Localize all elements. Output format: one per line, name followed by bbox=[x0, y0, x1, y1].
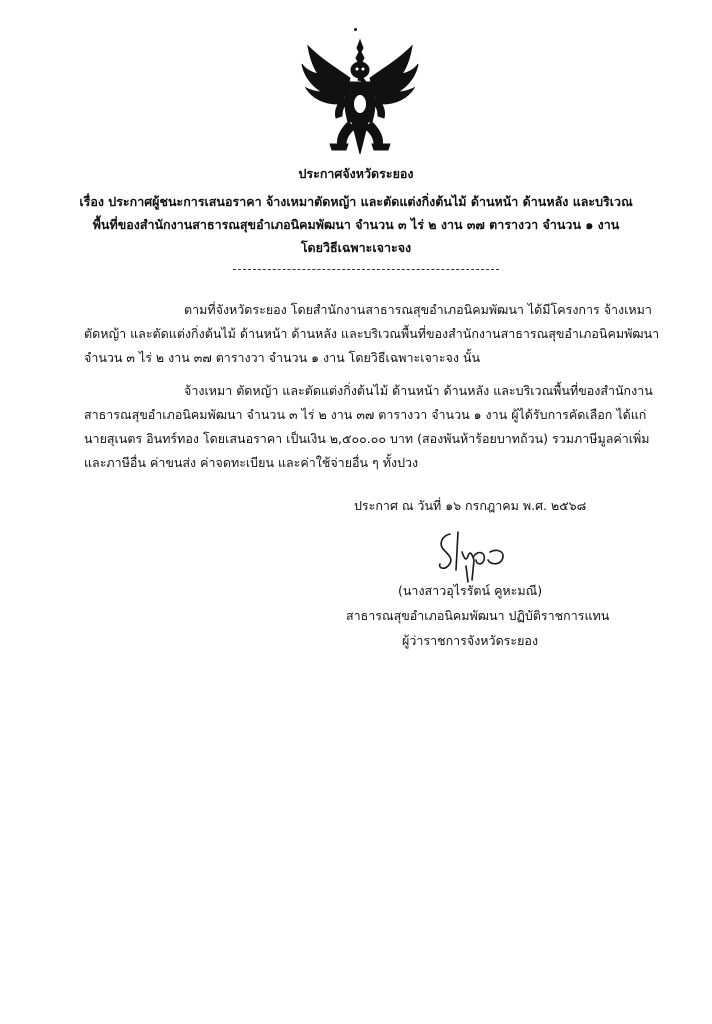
paragraph-2-line-1: จ้างเหมา ตัดหญ้า และตัดแต่งกิ่งต้นไม้ ด้านหน้า ด้านหลัง และบริเวณพื้นที่ของสำนักงาน bbox=[184, 383, 653, 398]
handwritten-signature bbox=[428, 526, 524, 586]
signatory-position: สาธารณสุขอำเภอนิคมพัฒนา ปฏิบัติราชการแทน bbox=[346, 608, 610, 623]
page-mark-dot bbox=[354, 28, 357, 31]
paragraph-2-line-4: และภาษีอื่น ค่าขนส่ง ค่าจดทะเบียน และค่าใช้จ่ายอื่น ๆ ทั้งปวง bbox=[84, 455, 419, 470]
subject-line-3: โดยวิธีเฉพาะเจาะจง bbox=[300, 240, 412, 255]
signatory-on-behalf-of: ผู้ว่าราชการจังหวัดระยอง bbox=[402, 633, 539, 648]
dashed-divider bbox=[233, 269, 499, 270]
signatory-name: (นางสาวอุไรรัตน์ คูหะมณี) bbox=[398, 583, 543, 598]
garuda-emblem-icon bbox=[300, 38, 420, 164]
paragraph-2-line-3: นายสุเนตร อินทร์ทอง โดยเสนอราคา เป็นเงิน ๒,๕๐๐.๐๐ บาท (สองพันห้าร้อยบาทถ้วน) รวมภาษีมูลค่าเพิ่ม bbox=[84, 431, 650, 446]
announcement-date: ประกาศ ณ วันที่ ๑๖ กรกฎาคม พ.ศ. ๒๕๖๘ bbox=[354, 498, 587, 513]
paragraph-1-line-1: ตามที่จังหวัดระยอง โดยสำนักงานสาธารณสุขอำเภอนิคมพัฒนา ได้มีโครงการ จ้างเหมา bbox=[184, 302, 652, 317]
paragraph-1-line-3: จำนวน ๓ ไร่ ๒ งาน ๓๗ ตารางวา จำนวน ๑ งาน โดยวิธีเฉพาะเจาะจง นั้น bbox=[84, 350, 481, 365]
document-authority-title: ประกาศจังหวัดระยอง bbox=[298, 166, 414, 181]
subject-line-1: เรื่อง ประกาศผู้ชนะการเสนอราคา จ้างเหมาตัดหญ้า และตัดแต่งกิ่งต้นไม้ ด้านหน้า ด้านหลัง และบริเวณ bbox=[79, 194, 633, 209]
paragraph-1-line-2: ตัดหญ้า และตัดแต่งกิ่งต้นไม้ ด้านหน้า ด้านหลัง และบริเวณพื้นที่ของสำนักงานสาธารณสุขอำเภอนิคมพัฒนา bbox=[84, 326, 660, 341]
subject-line-2: พื้นที่ของสำนักงานสาธารณสุขอำเภอนิคมพัฒนา จำนวน ๓ ไร่ ๒ งาน ๓๗ ตารางวา จำนวน ๑ งาน bbox=[92, 217, 620, 232]
paragraph-2-line-2: สาธารณสุขอำเภอนิคมพัฒนา จำนวน ๓ ไร่ ๒ งาน ๓๗ ตารางวา จำนวน ๑ งาน ผู้ได้รับการคัดเลือก ได้แก่ bbox=[84, 407, 647, 422]
